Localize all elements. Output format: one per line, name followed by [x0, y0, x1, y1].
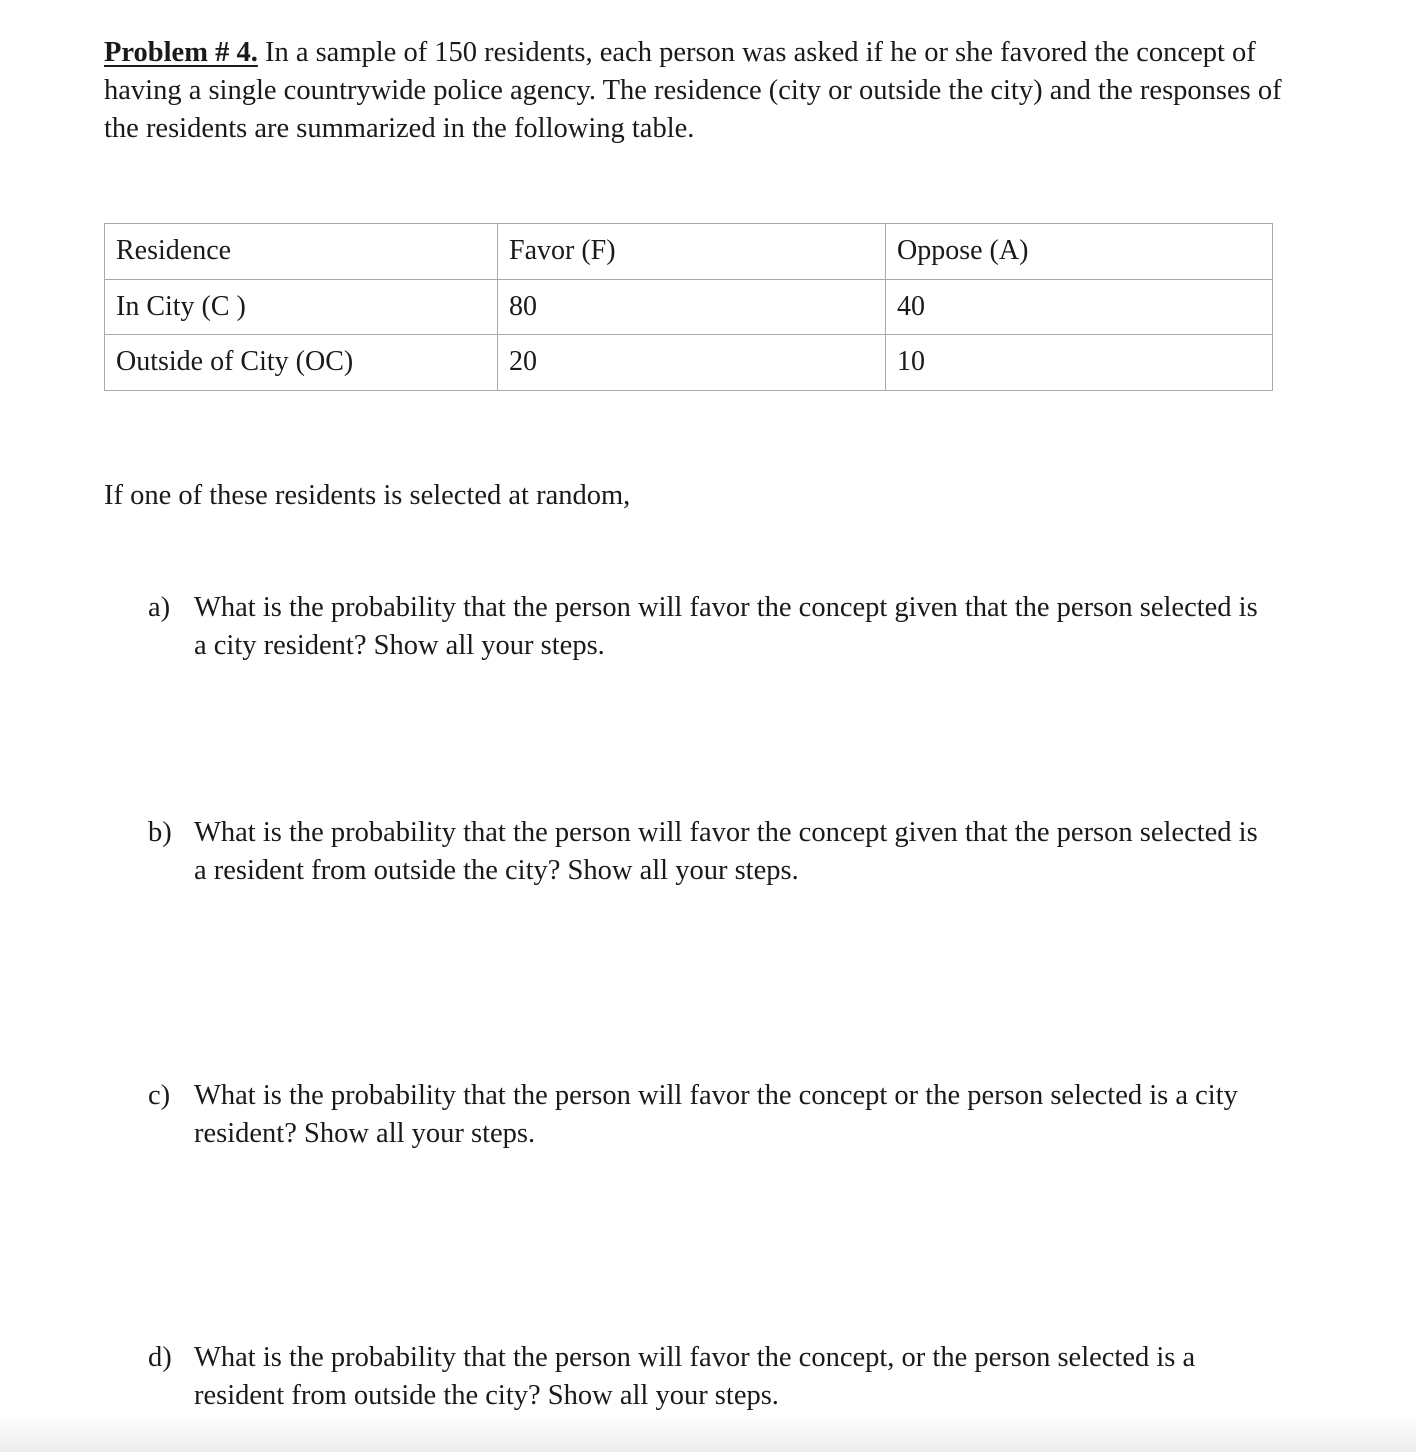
question-letter: c) [148, 1080, 171, 1111]
header-oppose: Oppose (A) [886, 224, 1273, 280]
question-letter: a) [148, 592, 171, 623]
cell-oppose: 10 [886, 335, 1273, 391]
question-c [148, 1077, 1268, 1153]
table-header-row [105, 224, 1273, 280]
question-text: What is the probability that the person will favor the concept given that the person selected is a city resident? Show all your steps. [194, 592, 1258, 661]
question-text: What is the probability that the person will favor the concept given that the person selected is a resident from outside the city? Show all your steps. [194, 817, 1258, 886]
question-letter: d) [148, 1342, 172, 1373]
cell-residence: Outside of City (OC) [105, 335, 498, 391]
table-row [105, 279, 1273, 335]
question-d [148, 1339, 1268, 1415]
question-letter: b) [148, 817, 172, 848]
cell-oppose: 40 [886, 279, 1273, 335]
header-favor: Favor (F) [498, 224, 886, 280]
bottom-shadow [0, 1414, 1416, 1452]
problem-intro-text: In a sample of 150 residents, each person was asked if he or she favored the concept of having a single countrywide police agency. The residence (city or outside the city) and the responses of the residents are summarized in the following table. [104, 37, 1282, 144]
residence-response-table [104, 223, 1273, 391]
question-text: What is the probability that the person will favor the concept or the person selected is a city resident? Show all your steps. [194, 1080, 1238, 1149]
problem-label: Problem # 4. [104, 37, 258, 68]
cell-favor: 80 [498, 279, 886, 335]
table-row [105, 335, 1273, 391]
selection-lead-text: If one of these residents is selected at random, [104, 480, 631, 511]
cell-favor: 20 [498, 335, 886, 391]
question-b [148, 814, 1268, 890]
question-text: What is the probability that the person will favor the concept, or the person selected is a resident from outside the city? Show all your steps. [194, 1342, 1196, 1411]
question-a [148, 589, 1268, 665]
header-residence: Residence [105, 224, 498, 280]
problem-statement [104, 34, 1304, 148]
cell-residence: In City (C ) [105, 279, 498, 335]
